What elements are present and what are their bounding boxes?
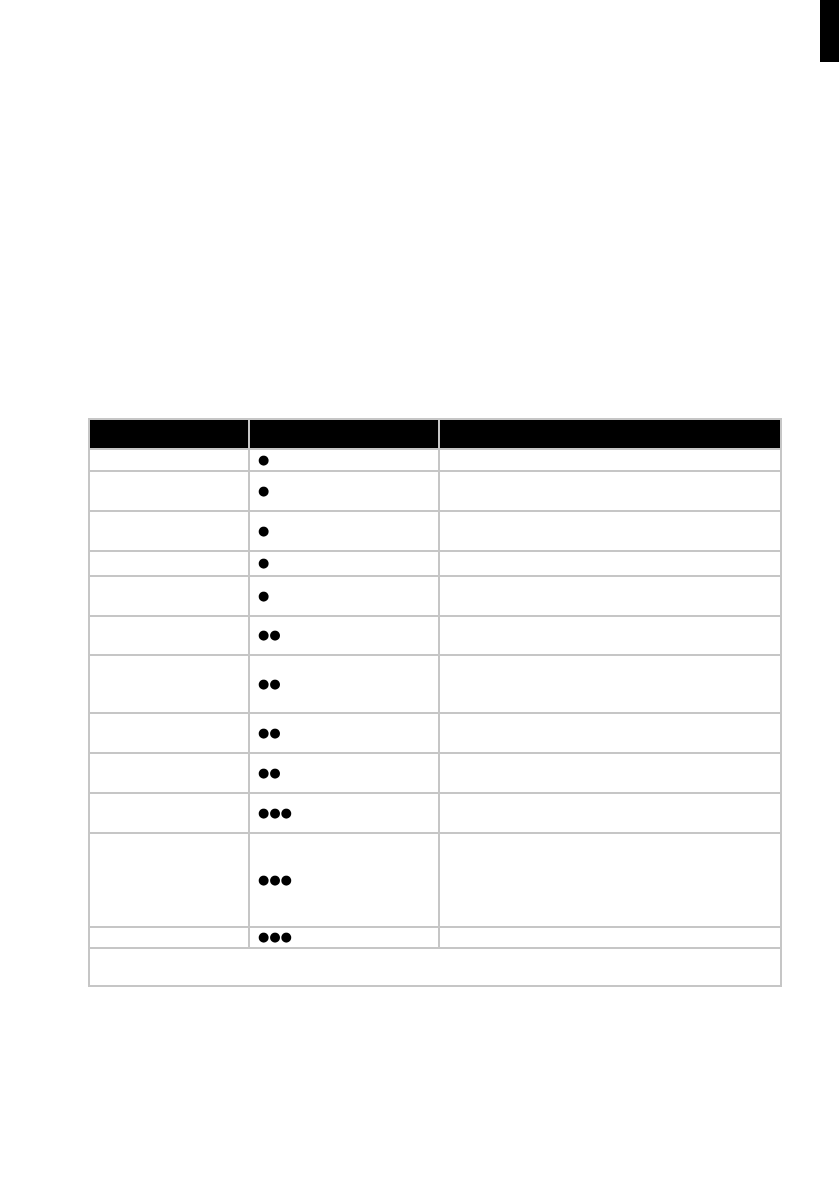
table-row bbox=[89, 511, 781, 551]
table-row bbox=[89, 713, 781, 753]
table-cell-notes bbox=[439, 713, 781, 753]
table-cell-rating: ●●● bbox=[249, 793, 439, 833]
table-cell-notes bbox=[439, 793, 781, 833]
table-cell-name bbox=[89, 576, 249, 616]
table-row bbox=[89, 833, 781, 927]
table-footer-cell bbox=[89, 948, 781, 986]
column-header-rating bbox=[249, 419, 439, 449]
table-row bbox=[89, 655, 781, 713]
table-cell-notes bbox=[439, 616, 781, 655]
table-row bbox=[89, 616, 781, 655]
table-cell-name bbox=[89, 927, 249, 948]
table-cell-name bbox=[89, 449, 249, 471]
table-cell-name bbox=[89, 551, 249, 576]
table-cell-notes bbox=[439, 471, 781, 511]
table-cell-notes bbox=[439, 927, 781, 948]
table-cell-notes bbox=[439, 511, 781, 551]
table-cell-name bbox=[89, 616, 249, 655]
table-cell-name bbox=[89, 713, 249, 753]
table-header-row bbox=[89, 419, 781, 449]
table-row bbox=[89, 551, 781, 576]
rating-table bbox=[88, 418, 782, 987]
column-header-name bbox=[89, 419, 249, 449]
table-cell-rating: ● bbox=[249, 511, 439, 551]
table-cell-notes bbox=[439, 753, 781, 793]
table-cell-rating: ●● bbox=[249, 753, 439, 793]
table-footer-row bbox=[89, 948, 781, 986]
table-row bbox=[89, 793, 781, 833]
table-cell-name bbox=[89, 753, 249, 793]
table-row bbox=[89, 753, 781, 793]
table-cell-notes bbox=[439, 655, 781, 713]
table-cell-rating: ●● bbox=[249, 616, 439, 655]
table-cell-name bbox=[89, 511, 249, 551]
table-cell-rating: ● bbox=[249, 551, 439, 576]
table-row bbox=[89, 449, 781, 471]
table-cell-rating: ●● bbox=[249, 655, 439, 713]
table-cell-notes bbox=[439, 551, 781, 576]
table-cell-rating: ● bbox=[249, 576, 439, 616]
table-cell-notes bbox=[439, 833, 781, 927]
table-cell-name bbox=[89, 833, 249, 927]
table-cell-name bbox=[89, 793, 249, 833]
table-cell-notes bbox=[439, 449, 781, 471]
table-cell-rating: ● bbox=[249, 449, 439, 471]
table-row bbox=[89, 471, 781, 511]
table-cell-rating: ● bbox=[249, 471, 439, 511]
table-row bbox=[89, 927, 781, 948]
table-cell-rating: ●●● bbox=[249, 833, 439, 927]
table-cell-notes bbox=[439, 576, 781, 616]
table-cell-rating: ●●● bbox=[249, 927, 439, 948]
column-header-notes bbox=[439, 419, 781, 449]
table-cell-rating: ●● bbox=[249, 713, 439, 753]
table-row bbox=[89, 576, 781, 616]
table-cell-name bbox=[89, 655, 249, 713]
page-edge-marker bbox=[820, 0, 839, 62]
table-cell-name bbox=[89, 471, 249, 511]
